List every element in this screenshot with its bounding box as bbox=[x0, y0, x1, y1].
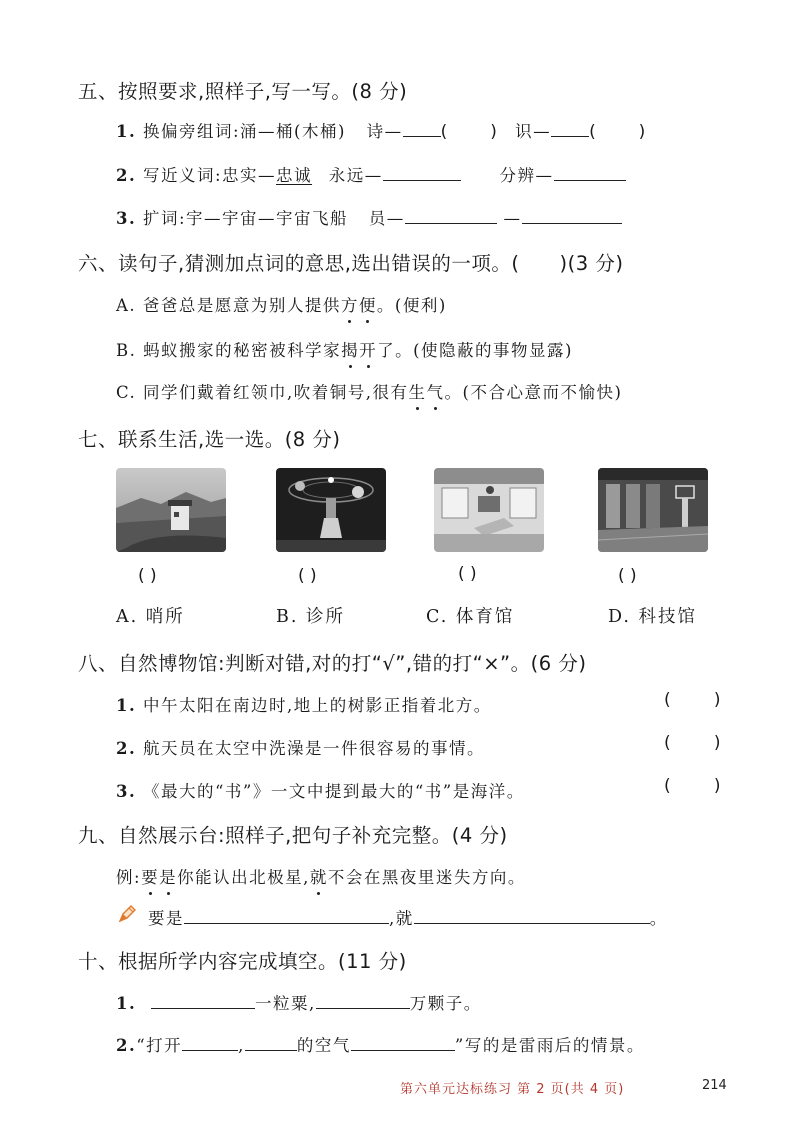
section-5-title: 五、按照要求,照样子,写一写。(8 分) bbox=[78, 80, 408, 103]
s5-q2: 2. 写近义词:忠实—忠诚 永远— 分辨— bbox=[116, 162, 626, 186]
answer-blank[interactable] bbox=[383, 165, 461, 181]
answer-blank[interactable] bbox=[551, 121, 589, 137]
answer-blank[interactable] bbox=[351, 1035, 455, 1051]
judge-paren-2[interactable]: ( ) bbox=[664, 733, 721, 753]
answer-blank[interactable] bbox=[522, 208, 622, 224]
answer-blank[interactable] bbox=[151, 993, 255, 1009]
photo-clinic bbox=[434, 468, 544, 552]
footer-text: 第六单元达标练习 第 2 页(共 4 页) bbox=[400, 1082, 625, 1097]
answer-blank[interactable] bbox=[182, 1035, 238, 1051]
photo-science-museum bbox=[276, 468, 386, 552]
option-a: A. 哨所 bbox=[116, 607, 185, 627]
section-10-title: 十、根据所学内容完成填空。(11 分) bbox=[78, 950, 407, 973]
option-d: D. 科技馆 bbox=[608, 607, 698, 627]
answer-paren-1[interactable]: ( ) bbox=[138, 566, 157, 586]
answer-blank[interactable] bbox=[405, 208, 497, 224]
s6-option-b: B. 蚂蚁搬家的秘密被科学家揭开了。(使隐蔽的事物显露) bbox=[116, 337, 573, 361]
answer-paren-3[interactable]: ( ) bbox=[458, 564, 477, 584]
section-8-title: 八、自然博物馆:判断对错,对的打“√”,错的打“×”。(6 分) bbox=[78, 652, 587, 675]
answer-blank[interactable] bbox=[316, 993, 410, 1009]
s9-question: 要是 ,就 。 bbox=[148, 909, 668, 928]
s10-q2: 2.“打开 , 的空气 ”写的是雷雨后的情景。 bbox=[116, 1036, 645, 1055]
answer-blank[interactable] bbox=[184, 908, 389, 924]
answer-blank[interactable] bbox=[403, 121, 441, 137]
answer-blank[interactable] bbox=[245, 1035, 297, 1051]
s8-item-1: 1. 中午太阳在南边时,地上的树影正指着北方。 bbox=[116, 696, 492, 715]
s10-q1: 1. 一粒粟, 万颗子。 bbox=[116, 994, 482, 1013]
answer-blank[interactable] bbox=[414, 908, 650, 924]
photo-gymnasium bbox=[598, 468, 708, 552]
answer-paren-2[interactable]: ( ) bbox=[298, 566, 317, 586]
s9-example: 例:要是你能认出北极星,就不会在黑夜里迷失方向。 bbox=[116, 864, 526, 888]
s5-q3: 3. 扩词:宇—宇宙—宇宙飞船 员— — bbox=[116, 205, 622, 229]
judge-paren-3[interactable]: ( ) bbox=[664, 776, 721, 796]
option-c: C. 体育馆 bbox=[426, 607, 515, 627]
section-9-title: 九、自然展示台:照样子,把句子补充完整。(4 分) bbox=[78, 824, 508, 847]
page-number: 214 bbox=[702, 1078, 727, 1093]
judge-paren-1[interactable]: ( ) bbox=[664, 690, 721, 710]
answer-paren-4[interactable]: ( ) bbox=[618, 566, 637, 586]
option-b: B. 诊所 bbox=[276, 607, 345, 627]
section-6-title: 六、读句子,猜测加点词的意思,选出错误的一项。( )(3 分) bbox=[78, 252, 624, 275]
pencil-icon bbox=[116, 903, 138, 929]
s8-item-3: 3. 《最大的“书”》一文中提到最大的“书”是海洋。 bbox=[116, 782, 525, 801]
s8-item-2: 2. 航天员在太空中洗澡是一件很容易的事情。 bbox=[116, 739, 485, 758]
photo-sentry-post bbox=[116, 468, 226, 552]
s6-option-a: A. 爸爸总是愿意为别人提供方便。(便利) bbox=[116, 292, 447, 316]
answer-blank[interactable] bbox=[554, 165, 626, 181]
section-7-title: 七、联系生活,选一选。(8 分) bbox=[78, 428, 341, 451]
s6-option-c: C. 同学们戴着红领巾,吹着铜号,很有生气。(不合心意而不愉快) bbox=[116, 379, 622, 403]
s5-q1: 1. 换偏旁组词:涌—桶(木桶) 诗— ( ) 识— ( ) bbox=[116, 122, 647, 142]
